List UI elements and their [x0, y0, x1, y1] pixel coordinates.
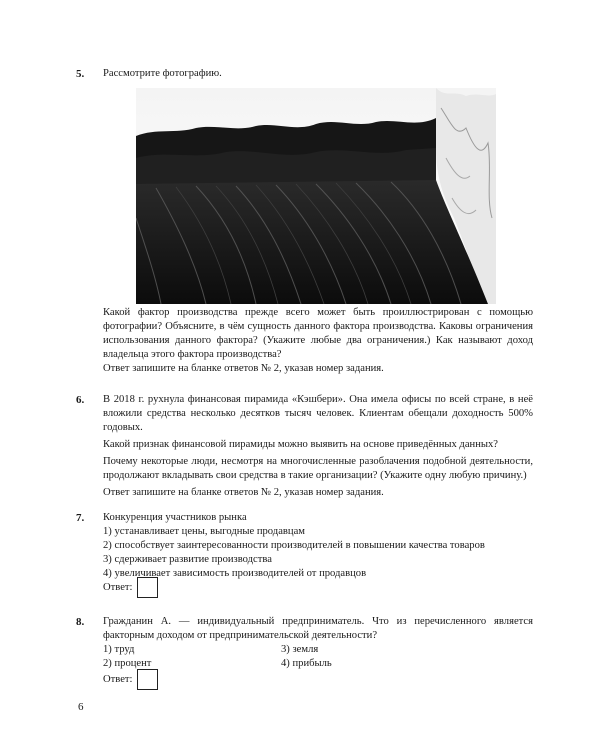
task7-answer-row — [103, 577, 158, 598]
task7-stem: Конкуренция участников рынка — [103, 512, 247, 523]
task5-instruction: Ответ запишите на бланке ответов № 2, указав номер задания. — [103, 363, 384, 374]
task7-answer-box[interactable] — [137, 577, 158, 598]
task7-option-3: 3) сдерживает развитие производства — [103, 554, 272, 565]
plowed-field-photo — [136, 88, 496, 304]
task8-answer-row — [103, 669, 158, 690]
task7-option-1: 1) устанавливает цены, выгодные продавцам — [103, 526, 305, 537]
task5-body — [103, 306, 533, 376]
task-number-6: 6. — [76, 394, 85, 406]
task8-body — [103, 615, 533, 671]
task5-prompt: Рассмотрите фотографию. — [103, 68, 222, 79]
task-number-8: 8. — [76, 616, 85, 628]
task6-para3: Почему некоторые люди, несмотря на многочисленные разоблачения подобной деятельности, продолжают вкладывать свои средства в такие организации? (Укажите одну любую причину.) — [103, 456, 533, 481]
task6-instruction: Ответ запишите на бланке ответов № 2, указав номер задания. — [103, 487, 384, 498]
task8-answer-label: Ответ: — [103, 673, 133, 685]
task7-option-2: 2) способствует заинтересованности производителей в повышении качества товаров — [103, 540, 485, 551]
task7-option-4: 4) увеличивает зависимость производителей от продавцов — [103, 568, 367, 579]
task8-answer-box[interactable] — [137, 669, 158, 690]
task-number-7: 7. — [76, 512, 85, 524]
task8-option-1: 1) труд — [103, 644, 135, 655]
task5-question: Какой фактор производства прежде всего может быть проиллюстрирован с помощью фотографии? Объясните, в чём сущность данного фактора производства. Каковы ограничения использования данного фактора? (Укажите любые два ограничения.) Как называют доход владельца этого фактора производства? — [103, 307, 533, 360]
task6-para1: В 2018 г. рухнула финансовая пирамида «Кэшбери». Она имела офисы по всей стране, в неё вложили средства несколько десятков тысяч человек. Клиентам обещали доходность 500% годовых. — [103, 394, 533, 433]
task7-answer-label: Ответ: — [103, 581, 133, 593]
task8-option-4: 4) прибыль — [281, 658, 332, 669]
task8-options — [103, 643, 533, 671]
task8-stem: Гражданин А. — индивидуальный предприниматель. Что из перечисленного является факторным доходом от предпринимательской деятельности? — [103, 616, 533, 641]
page-number: 6 — [78, 701, 84, 713]
task8-option-2: 2) процент — [103, 658, 152, 669]
task8-option-3: 3) земля — [281, 644, 319, 655]
task6-body — [103, 393, 533, 500]
task7-body — [103, 511, 533, 581]
task-number-5: 5. — [76, 68, 85, 80]
task6-para2: Какой признак финансовой пирамиды можно выявить на основе приведённых данных? — [103, 439, 498, 450]
